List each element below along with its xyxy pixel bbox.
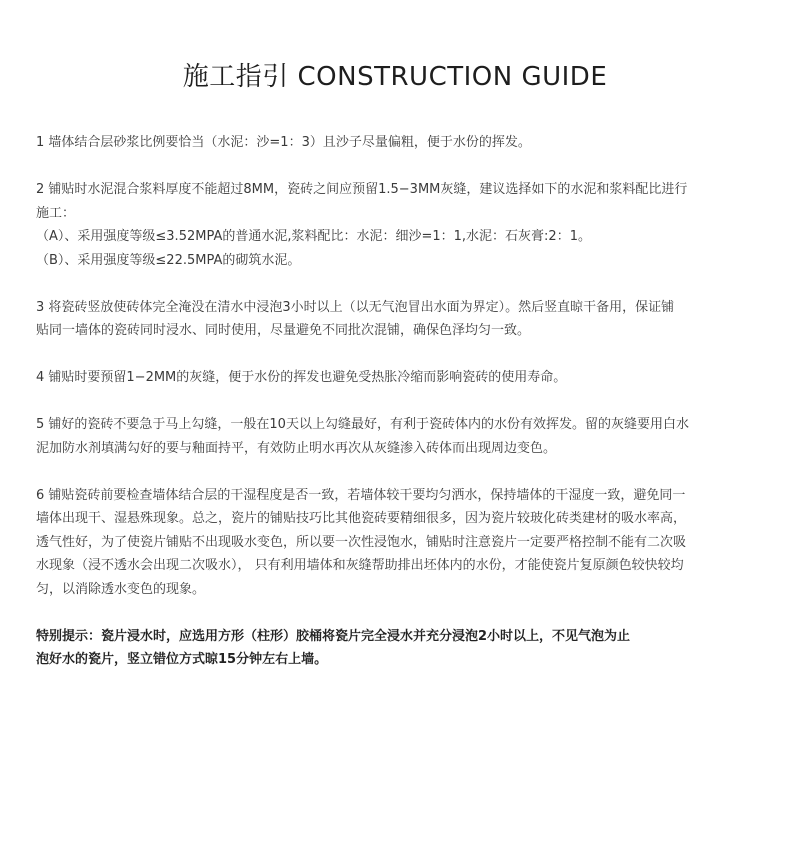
text-line: 1 墙体结合层砂浆比例要恰当（水泥：沙=1：3）且沙子尽量偏粗，便于水份的挥发。: [36, 135, 531, 150]
text-line: 透气性好，为了使瓷片铺贴不出现吸水变色，所以要一次性浸饱水，铺贴时注意瓷片一定要严格控制不能有二次吸: [36, 534, 687, 550]
text-line: （A）、采用强度等级≤3.52MPA的普通水泥,浆料配比：水泥：细沙=1：1,水泥：石灰膏:2：1。: [36, 229, 591, 244]
text-line: 贴同一墙体的瓷砖同时浸水、同时使用，尽量避免不同批次混铺，确保色泽均匀一致。: [36, 323, 531, 338]
text-line: 5 铺好的瓷砖不要急于马上勾缝，一般在10天以上勾缝最好，有利于瓷砖体内的水份有效挥发。留的灰缝要用白水: [36, 417, 689, 432]
text-line: 泥加防水剂填满勾好的要与釉面持平，有效防止明水再次从灰缝渗入砖体而出现周边变色。: [36, 440, 557, 456]
guide-step-3: [36, 296, 758, 343]
guide-body: [36, 131, 758, 695]
note-line: 特别提示：瓷片浸水时，应选用方形（柱形）胶桶将瓷片完全浸水并充分浸泡2小时以上，不见气泡为止: [36, 628, 631, 644]
page-title: 施工指引 CONSTRUCTION GUIDE: [182, 62, 608, 92]
text-line: 墙体出现干、湿悬殊现象。总之，瓷片的铺贴技巧比其他瓷砖要精细很多，因为瓷片较玻化砖类建材的吸水率高，: [36, 511, 687, 526]
guide-step-6: [36, 484, 758, 602]
guide-step-5: [36, 413, 758, 460]
text-line: 6 铺贴瓷砖前要检查墙体结合层的干湿程度是否一致，若墙体较干要均匀洒水，保持墙体的干湿度一致，避免同一: [36, 487, 686, 503]
text-line: 水现象（浸不透水会出现二次吸水）， 只有利用墙体和灰缝帮助排出坯体内的水份，才能使瓷片复原颜色较快较均: [36, 558, 684, 573]
text-line: 2 铺贴时水泥混合浆料厚度不能超过8MM，瓷砖之间应预留1.5−3MM灰缝，建议选择如下的水泥和浆料配比进行: [36, 182, 688, 197]
guide-step-1: [36, 131, 758, 155]
guide-step-2: [36, 178, 758, 272]
text-line: 4 铺贴时要预留1−2MM的灰缝，便于水份的挥发也避免受热胀冷缩而影响瓷砖的使用寿命。: [36, 370, 567, 385]
guide-step-4: [36, 366, 758, 390]
text-line: （B）、采用强度等级≤22.5MPA的砌筑水泥。: [36, 252, 301, 268]
text-line: 3 将瓷砖竖放使砖体完全淹没在清水中浸泡3小时以上（以无气泡冒出水面为界定）。然后竖直晾干备用，保证铺: [36, 299, 675, 315]
note-line: 泡好水的瓷片，竖立错位方式晾15分钟左右上墙。: [36, 652, 328, 667]
text-line: 匀，以消除透水变色的现象。: [36, 581, 206, 597]
text-line: 施工：: [36, 205, 76, 221]
special-note: [36, 625, 758, 672]
